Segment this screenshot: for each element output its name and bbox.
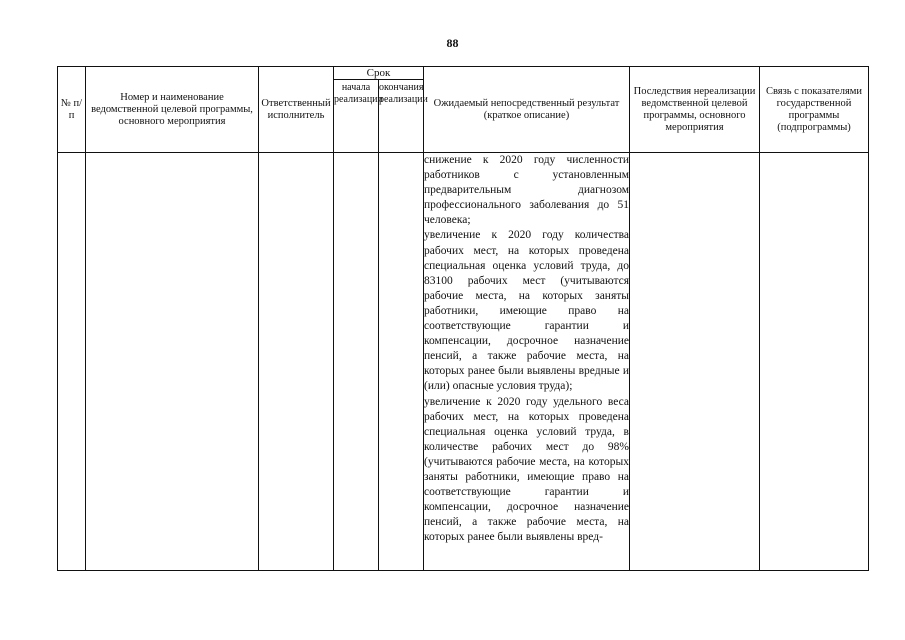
cell-num [58, 153, 86, 571]
result-paragraph: увеличение к 2020 году удельного веса рабочих мест, на которых проведена специальная оценка условий труда, в количестве рабочих мест до 98% (учитываются рабочие места, на которых заняты работники, имеющие право на соответствующие гарантии и компенсации, досрочное назначение пенсий, а также рабочие места, на которых ранее были выявлены вред- [424, 395, 629, 544]
cell-link [760, 153, 869, 571]
header-term-start: начала реализации [334, 80, 379, 153]
header-consequences: Последствия нереализации ведомственной целевой программы, основного мероприятия [630, 67, 760, 153]
cell-result [424, 153, 630, 571]
cell-program [86, 153, 259, 571]
header-link: Связь с показателями государственной программы (подпрограммы) [760, 67, 869, 153]
header-term-end: окончания реализации [379, 80, 424, 153]
cell-consequences [630, 153, 760, 571]
header-row-1 [58, 67, 869, 80]
header-program: Номер и наименование ведомственной целевой программы, основного мероприятия [86, 67, 259, 153]
page-number: 88 [446, 36, 459, 50]
header-result: Ожидаемый непосредственный результат (краткое описание) [424, 67, 630, 153]
result-paragraph: увеличение к 2020 году количества рабочих мест, на которых проведена специальная оценка условий труда, до 83100 рабочих мест (учитываются рабочие места, на которых заняты работники, имеющие право на соответствующие гарантии и компенсации, досрочное назначение пенсий, а также рабочие места, на которых ранее были выявлены вредные и (или) опасные условия труда); [424, 229, 629, 393]
header-term: Срок [334, 67, 424, 80]
table-row [58, 153, 869, 571]
result-text [424, 153, 629, 545]
header-num: № п/п [58, 67, 86, 153]
cell-term-end [379, 153, 424, 571]
cell-responsible [259, 153, 334, 571]
result-paragraph: снижение к 2020 году численности работников с установленным предварительным диагнозом профессионального заболевания до 51 человека; [424, 154, 629, 227]
cell-term-start [334, 153, 379, 571]
program-table [57, 66, 869, 571]
header-responsible: Ответственный исполнитель [259, 67, 334, 153]
